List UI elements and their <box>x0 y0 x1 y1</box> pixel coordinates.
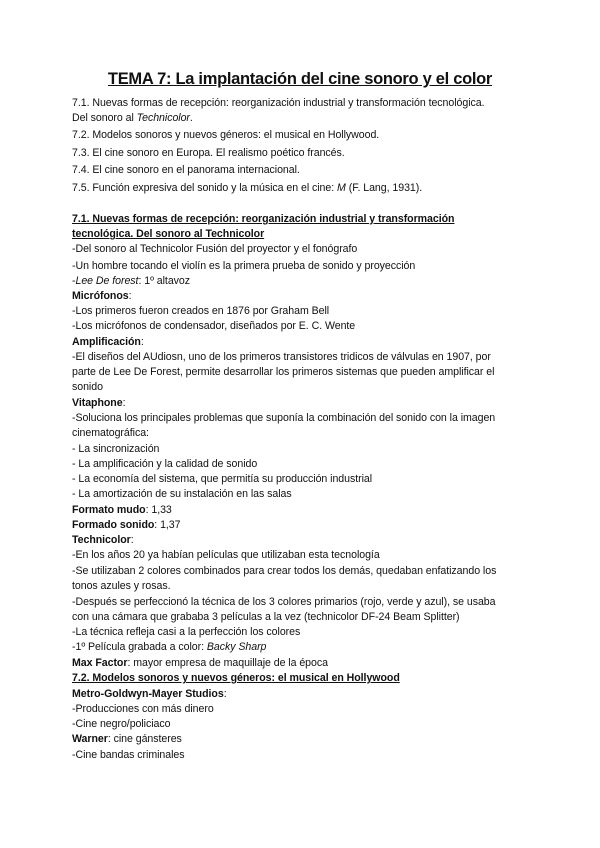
text-line: -Se utilizaban 2 colores combinados para crear todos los demás, quedaban enfatizando los <box>72 565 497 577</box>
toc-item-7-3: 7.3. El cine sonoro en Europa. El realismo poético francés. <box>72 147 345 159</box>
section-heading-7-1: 7.1. Nuevas formas de recepción: reorganización industrial y transformación <box>72 213 455 225</box>
text-line: -Cine bandas criminales <box>72 749 185 761</box>
text-line: -Después se perfeccionó la técnica de los 3 colores primarios (rojo, verde y azul), se usaba <box>72 596 496 608</box>
text-line: -El diseños del AUdiosn, uno de los primeros transistores tridicos de válvulas en 1907, por <box>72 351 491 363</box>
text-line: -Los primeros fueron creados en 1876 por Graham Bell <box>72 305 330 317</box>
list-item: - La sincronización <box>72 443 160 455</box>
warner-line: Warner: cine gánsteres <box>72 733 182 745</box>
text-line: -Un hombre tocando el violín es la primera prueba de sonido y proyección <box>72 260 416 272</box>
text-line-lee-de-forest: -Lee De forest: 1º altavoz <box>72 275 190 287</box>
section-heading-7-1-cont: tecnológica. Del sonoro al Technicolor <box>72 228 265 240</box>
subheading-technicolor: Technicolor: <box>72 534 134 546</box>
text-line: -Cine negro/policiaco <box>72 718 171 730</box>
text-line: -Producciones con más dinero <box>72 703 214 715</box>
toc-item-7-4: 7.4. El cine sonoro en el panorama internacional. <box>72 164 300 176</box>
subheading-amplificacion: Amplificación: <box>72 336 144 348</box>
text-line: con una cámara que grababa 3 películas a la vez (technicolor DF-24 Beam Splitter) <box>72 611 460 623</box>
list-item: - La amortización de su instalación en las salas <box>72 488 292 500</box>
text-line: cinematográfica: <box>72 427 149 439</box>
text-line-first-color-film: -1º Película grabada a color: Backy Sharp <box>72 641 267 653</box>
text-line: parte de Lee De Forest, permite desarrollar los primeros sistemas que pueden amplificar el <box>72 366 495 378</box>
text-line: -Los micrófonos de condensador, diseñados por E. C. Wente <box>72 320 356 332</box>
text-line: -Soluciona los principales problemas que suponía la combinación del sonido con la imagen <box>72 412 496 424</box>
page-title: TEMA 7: La implantación del cine sonoro y el color <box>107 70 493 88</box>
toc-item-7-1: 7.1. Nuevas formas de recepción: reorganización industrial y transformación tecnológica. <box>72 97 485 109</box>
text-line: -La técnica refleja casi a la perfección los colores <box>72 626 301 638</box>
toc-item-7-2: 7.2. Modelos sonoros y nuevos géneros: el musical en Hollywood. <box>72 129 380 141</box>
formato-sonido-line: Formado sonido: 1,37 <box>72 519 181 531</box>
toc-item-7-1-cont: Del sonoro al Technicolor. <box>72 112 193 124</box>
text-line: -Del sonoro al Technicolor Fusión del proyector y el fonógrafo <box>72 243 358 255</box>
subheading-mgm: Metro-Goldwyn-Mayer Studios: <box>72 688 227 700</box>
subheading-microfonos: Micrófonos: <box>72 290 132 302</box>
subheading-vitaphone: Vitaphone: <box>72 397 126 409</box>
text-line: sonido <box>72 381 103 393</box>
formato-mudo-line: Formato mudo: 1,33 <box>72 504 172 516</box>
max-factor-line: Max Factor: mayor empresa de maquillaje de la época <box>72 657 328 669</box>
list-item: - La economía del sistema, que permitía su producción industrial <box>72 473 373 485</box>
text-line: -En los años 20 ya habían películas que utilizaban esta tecnología <box>72 549 380 561</box>
toc-item-7-5: 7.5. Función expresiva del sonido y la música en el cine: M (F. Lang, 1931). <box>72 182 423 194</box>
text-line: tonos azules y rosas. <box>72 580 171 592</box>
list-item: - La amplificación y la calidad de sonido <box>72 458 258 470</box>
section-heading-7-2: 7.2. Modelos sonoros y nuevos géneros: el musical en Hollywood <box>72 672 400 684</box>
